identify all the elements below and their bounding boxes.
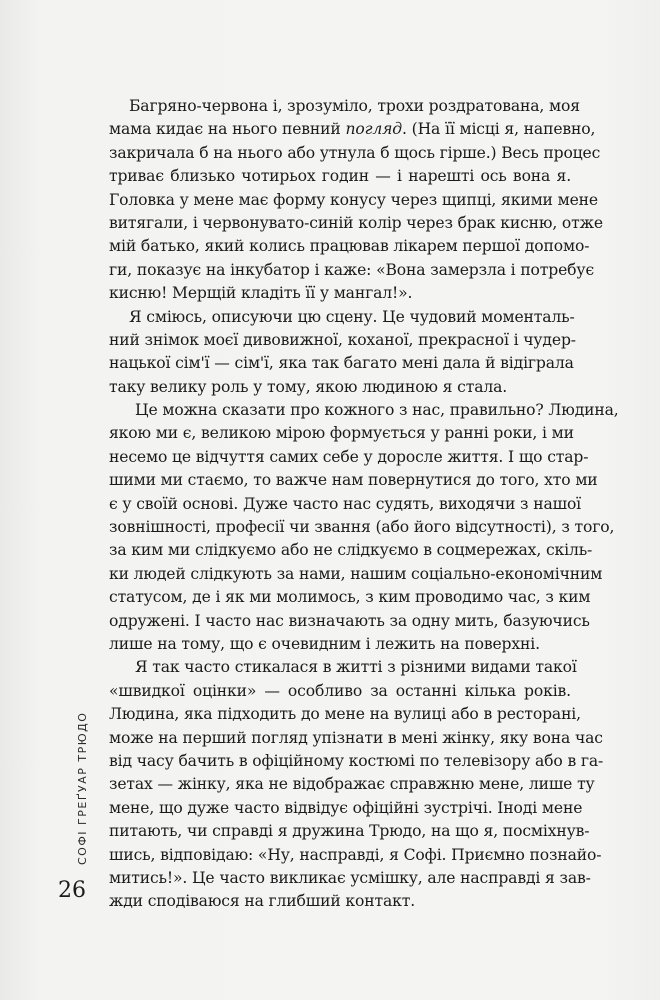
text-line: за ким ми слідкуємо або не слідкуємо в соцмережах, скіль-	[109, 541, 593, 560]
text-line: шись, відповідаю: «Ну, насправді, я Софі. Приємно познайо-	[109, 845, 602, 864]
text-line: шими ми стаємо, то важче нам повернутися до того, хто ми	[109, 471, 598, 490]
text-line: мама кидає на нього певний погляд. (На її місці я, напевно,	[109, 120, 596, 139]
text-line: Я сміюсь, описуючи цю сцену. Це чудовий моменталь-	[129, 307, 575, 326]
text-line: таку велику роль у тому, якою людиною я стала.	[109, 377, 508, 396]
text-line: якою ми є, великою мірою формується у ранні роки, і ми	[109, 424, 574, 443]
text-line: нацької сім'ї — сім'ї, яка так багато мені дала й відіграла	[109, 354, 574, 373]
text-line: мене, що дуже часто відвідує офіційні зустрічі. Іноді мене	[109, 798, 583, 817]
body-text	[109, 95, 619, 914]
text-line: мій батько, який колись працював лікарем першої допомо-	[109, 237, 590, 256]
paragraph	[109, 656, 604, 913]
text-line: статусом, де і як ми молимось, з ким проводимо час, з ким	[109, 588, 591, 607]
text-line: ги, показує на інкубатор і каже: «Вона замерзла і потребує	[109, 260, 595, 279]
emphasis: погляд	[345, 120, 403, 139]
text-line: кисню! Мерщій кладіть її у мангал!».	[109, 284, 413, 303]
text-line: зетах — жінку, яка не відображає справжню мене, лише ту	[109, 775, 595, 794]
text-line: витягали, і червонувато-синій колір через брак кисню, отже	[109, 213, 603, 232]
text-line: лише на тому, що є очевидним і лежить на поверхні.	[109, 634, 540, 653]
paragraph	[109, 306, 576, 400]
text-line: Людина, яка підходить до мене на вулиці або в ресторані,	[109, 705, 581, 724]
text-line: закричала б на нього або утнула б щось гірше.) Весь процес	[109, 143, 601, 162]
text-line: жди сподіваюся на глибший контакт.	[109, 892, 416, 911]
text-line: Я так часто стикалася в житті з різними видами такої	[135, 658, 577, 677]
text-line: триває близько чотирьох годин — і нарешті ось вона я.	[109, 167, 571, 186]
text-line: зовнішності, професії чи звання (або його відсутності), з того,	[109, 518, 615, 537]
paragraph	[109, 399, 619, 656]
text-line: одружені. І часто нас визначають за одну мить, базуючись	[109, 611, 590, 630]
text-line: митись!». Це часто викликає усмішку, але насправді я зав-	[109, 868, 591, 887]
text-line: несемо це відчуття самих себе у доросле життя. І що стар-	[109, 447, 589, 466]
text-line: від часу бачить в офіційному костюмі по телевізору або в га-	[109, 751, 604, 770]
running-head: СОФІ ГРЕҐУАР ТРЮДО	[76, 711, 89, 865]
text-line: «швидкої оцінки» — особливо за останні кілька років.	[109, 681, 571, 700]
text-line: питають, чи справді я дружина Трюдо, на що я, посміхнув-	[109, 822, 590, 841]
text-line: ки людей слідкують за нами, нашим соціально-економічним	[109, 564, 603, 583]
paragraph	[109, 95, 603, 306]
text-line: може на перший погляд упізнати в мені жінку, яку вона час	[109, 728, 603, 747]
text-line: Багряно-червона і, зрозуміло, трохи роздратована, моя	[129, 97, 580, 115]
text-line: Головка у мене має форму конусу через щипці, якими мене	[109, 190, 598, 209]
text-line: ний знімок моєї дивовижної, коханої, прекрасної і чудер-	[109, 330, 576, 349]
text-line: є у своїй основі. Дуже часто нас судять, виходячи з нашої	[109, 494, 582, 513]
page-number: 26	[58, 878, 86, 903]
text-line: Це можна сказати про кожного з нас, правильно? Людина,	[135, 401, 619, 420]
